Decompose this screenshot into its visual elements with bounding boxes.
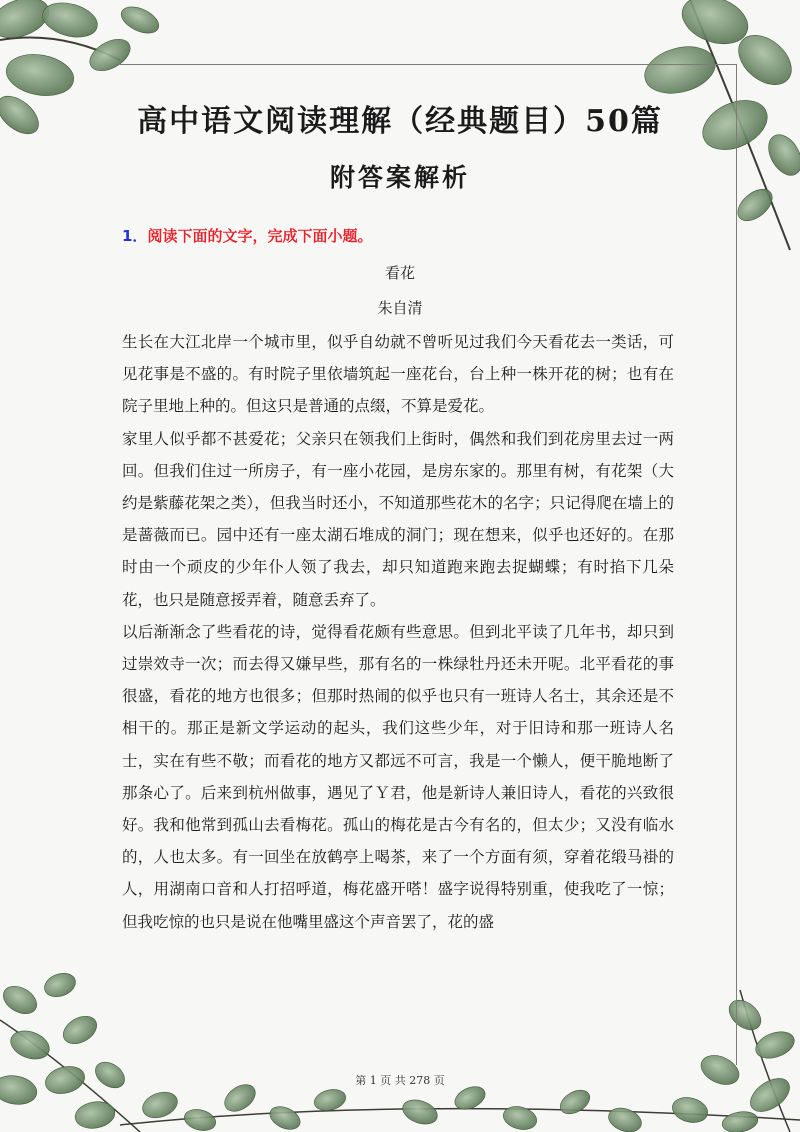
paragraph: 家里人似乎都不甚爱花；父亲只在领我们上街时，偶然和我们到花房里去过一两回。但我们住过一所房子，有一座小花园，是房东家的。那里有树，有花架（大约是紫藤花架之类），但我当时还小，不知道那些花木的名字；只记得爬在墙上的是蔷薇而已。园中还有一座太湖石堆成的洞门；现在想来，似乎也还好的。在那时由一个顽皮的少年仆人领了我去，却只知道跑来跑去捉蝴蝶；有时掐下几朵花，也只是随意挼弄着，随意丢弃了。 bbox=[122, 429, 674, 609]
question-heading bbox=[122, 225, 372, 246]
question-number: 1． bbox=[122, 227, 148, 245]
paragraph: 生长在大江北岸一个城市里，似乎自幼就不曾听见过我们今天看花去一类话，可见花事是不盛的。有时院子里依墙筑起一座花台，台上种一株开花的树；也有在院子里地上种的。但这只是普通的点缀，不算是爱花。 bbox=[122, 333, 674, 416]
page-number: 第 1 页 共 278 页 bbox=[355, 1074, 445, 1087]
question-prompt: 阅读下面的文字，完成下面小题。 bbox=[147, 227, 373, 245]
article-body bbox=[122, 326, 674, 938]
document-subtitle: 附答案解析 bbox=[329, 163, 470, 192]
article-title: 看花 bbox=[384, 264, 415, 282]
document-title: 高中语文阅读理解（经典题目）50篇 bbox=[137, 104, 663, 139]
article-author: 朱自清 bbox=[377, 299, 423, 317]
paragraph: 以后渐渐念了些看花的诗，觉得看花颇有些意思。但到北平读了几年书，却只到过崇效寺一次；而去得又嫌早些，那有名的一株绿牡丹还未开呢。北平看花的事很盛，看花的地方也很多；但那时热闹的似乎也只有一班诗人名士，其余还是不相干的。那正是新文学运动的起头，我们这些少年，对于旧诗和那一班诗人名士，实在有些不敬；而看花的地方又都远不可言，我是一个懒人，便干脆地断了那条心了。后来到杭州做事，遇见了Ｙ君，他是新诗人兼旧诗人，看花的兴致很好。我和他常到孤山去看梅花。孤山的梅花是古今有名的，但太少；又没有临水的，人也太多。有一回坐在放鹤亭上喝茶，来了一个方面有须，穿着花缎马褂的人，用湖南口音和人打招呼道，梅花盛开嗒！盛字说得特别重，使我吃了一惊；但我吃惊的也只是说在他嘴里盛这个声音罢了，花的盛 bbox=[122, 622, 674, 931]
bottom-left-leaves-icon bbox=[0, 969, 140, 1132]
